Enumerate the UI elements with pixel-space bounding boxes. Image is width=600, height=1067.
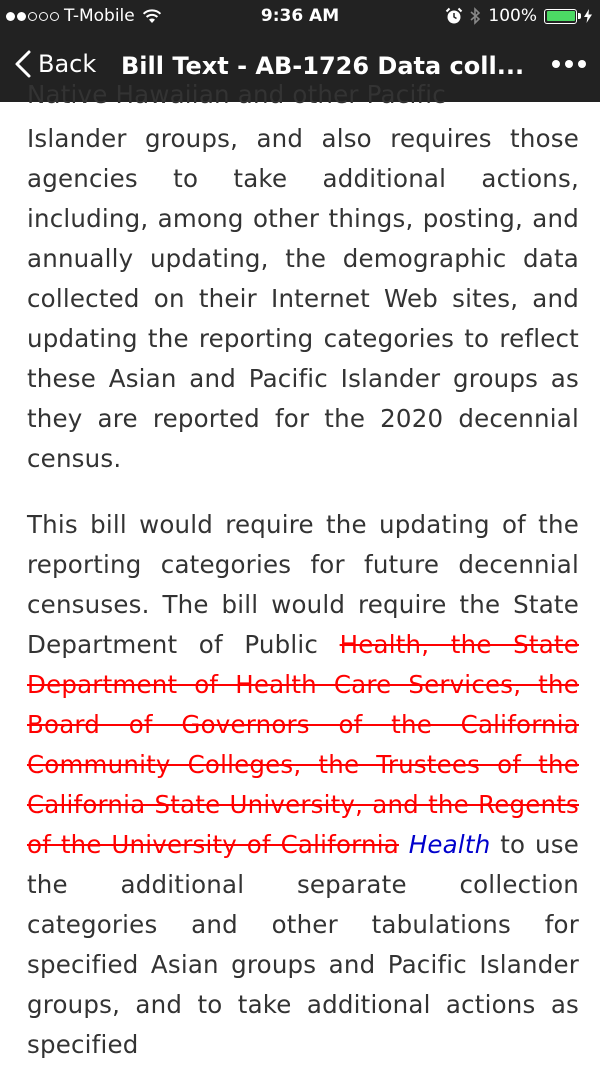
more-icon[interactable] (552, 60, 586, 68)
page-title: Bill Text - AB-1726 Data coll... (121, 52, 525, 80)
paragraph-2-start: This bill would require the updating of the reporting categories for future decennial censuses. The bill would require the State Department of Public (27, 510, 579, 659)
deleted-text: Health, the State Department of Health Care Services, the Board of Governors of the California Community Colleges, the Trustees of the California State University, and the Regents of the University of California (27, 630, 579, 859)
bluetooth-icon (470, 7, 481, 25)
battery-level-fill (547, 11, 575, 21)
charging-icon (584, 9, 592, 23)
carrier-name: T-Mobile (64, 6, 135, 26)
back-label: Back (38, 50, 97, 78)
paragraph-1: Islander groups, and also requires those agencies to take additional actions, including, among other things, posting, and annually updating, the demographic data collected on their Internet Web sites, and updating the reporting categories to reflect these Asian and Pacific Islander groups as they are reported for the 2020 decennial census. (27, 124, 579, 473)
cut-off-line: Native Hawaiian and other Pacific (27, 80, 446, 109)
paragraph-2-end: to use the additional separate collection categories and other tabulations for specified Asian groups and Pacific Islander groups, and to take additional actions as specified (27, 830, 580, 1059)
status-bar (0, 0, 600, 34)
battery-percent: 100% (488, 6, 537, 26)
battery-icon (544, 9, 577, 24)
inserted-text: Health (408, 830, 491, 859)
paragraph-2 (27, 505, 579, 1065)
status-bar-right (445, 6, 592, 26)
alarm-icon (445, 7, 463, 25)
status-time: 9:36 AM (260, 6, 340, 26)
bill-text-content (27, 80, 580, 1067)
